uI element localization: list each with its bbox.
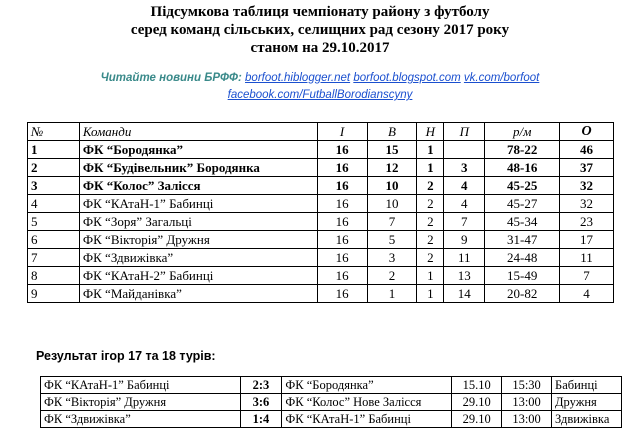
goals-cell: 45-27	[485, 195, 560, 213]
col-header-team: Команди	[79, 123, 317, 141]
position-cell: 1	[28, 141, 80, 159]
team-name-cell: ФК “Колос” Залісся	[79, 177, 317, 195]
won-cell: 3	[367, 249, 417, 267]
away-team-cell: ФК “КАтаН-1” Бабинці	[282, 411, 452, 428]
played-cell: 16	[317, 231, 367, 249]
goals-cell: 45-25	[485, 177, 560, 195]
news-links-block	[0, 70, 640, 104]
drawn-cell: 1	[417, 141, 444, 159]
date-cell: 15.10	[452, 377, 502, 394]
position-cell: 5	[28, 213, 80, 231]
played-cell: 16	[317, 267, 367, 285]
table-row	[41, 394, 622, 411]
score-cell: 2:3	[240, 377, 282, 394]
drawn-cell: 2	[417, 249, 444, 267]
home-team-cell: ФК “Здвижівка”	[41, 411, 241, 428]
drawn-cell: 1	[417, 285, 444, 303]
points-cell: 17	[560, 231, 614, 249]
goals-cell: 78-22	[485, 141, 560, 159]
played-cell: 16	[317, 285, 367, 303]
position-cell: 7	[28, 249, 80, 267]
results-table	[40, 376, 622, 428]
col-header-points: О	[560, 123, 614, 141]
drawn-cell: 2	[417, 213, 444, 231]
results-heading: Результат ігор 17 та 18 турів:	[36, 349, 216, 363]
page-title-line-1: Підсумкова таблиця чемпіонату району з футболу	[150, 4, 490, 20]
won-cell: 15	[367, 141, 417, 159]
table-row	[28, 267, 614, 285]
points-cell: 23	[560, 213, 614, 231]
col-header-won: В	[367, 123, 417, 141]
lost-cell: 3	[444, 159, 485, 177]
link-blogspot[interactable]: borfoot.blogspot.com	[353, 72, 461, 84]
goals-cell: 24-48	[485, 249, 560, 267]
position-cell: 3	[28, 177, 80, 195]
link-vk[interactable]: vk.com/borfoot	[463, 72, 540, 84]
played-cell: 16	[317, 195, 367, 213]
table-row	[28, 195, 614, 213]
table-row	[28, 231, 614, 249]
drawn-cell: 2	[417, 231, 444, 249]
standings-table	[27, 122, 614, 303]
won-cell: 12	[367, 159, 417, 177]
page-title-line-2: серед команд сільських, селищних рад сезону 2017 року	[130, 22, 510, 38]
time-cell: 13:00	[502, 394, 552, 411]
home-team-cell: ФК “КАтаН-1” Бабинці	[41, 377, 241, 394]
table-row	[28, 249, 614, 267]
table-row	[28, 141, 614, 159]
drawn-cell: 1	[417, 159, 444, 177]
table-row	[41, 377, 622, 394]
table-row	[41, 411, 622, 428]
played-cell: 16	[317, 141, 367, 159]
time-cell: 13:00	[502, 411, 552, 428]
home-team-cell: ФК “Вікторія” Дружня	[41, 394, 241, 411]
position-cell: 6	[28, 231, 80, 249]
news-label: Читайте новини БРФФ:	[100, 72, 242, 84]
won-cell: 10	[367, 195, 417, 213]
drawn-cell: 2	[417, 177, 444, 195]
played-cell: 16	[317, 213, 367, 231]
won-cell: 7	[367, 213, 417, 231]
lost-cell: 14	[444, 285, 485, 303]
lost-cell	[444, 141, 485, 159]
lost-cell: 7	[444, 213, 485, 231]
date-cell: 29.10	[452, 411, 502, 428]
points-cell: 32	[560, 195, 614, 213]
team-name-cell: ФК “Вікторія” Дружня	[79, 231, 317, 249]
played-cell: 16	[317, 177, 367, 195]
position-cell: 4	[28, 195, 80, 213]
played-cell: 16	[317, 249, 367, 267]
col-header-lost: П	[444, 123, 485, 141]
lost-cell: 13	[444, 267, 485, 285]
venue-cell: Бабинці	[552, 377, 622, 394]
team-name-cell: ФК “Будівельник” Бородянка	[79, 159, 317, 177]
standings-header-row	[28, 123, 614, 141]
time-cell: 15:30	[502, 377, 552, 394]
team-name-cell: ФК “Бородянка”	[79, 141, 317, 159]
table-row	[28, 177, 614, 195]
position-cell: 8	[28, 267, 80, 285]
position-cell: 2	[28, 159, 80, 177]
played-cell: 16	[317, 159, 367, 177]
won-cell: 10	[367, 177, 417, 195]
venue-cell: Дружня	[552, 394, 622, 411]
lost-cell: 4	[444, 195, 485, 213]
score-cell: 3:6	[240, 394, 282, 411]
points-cell: 4	[560, 285, 614, 303]
goals-cell: 20-82	[485, 285, 560, 303]
points-cell: 37	[560, 159, 614, 177]
team-name-cell: ФК “Зоря” Загальці	[79, 213, 317, 231]
link-hiblogger[interactable]: borfoot.hiblogger.net	[245, 72, 351, 84]
team-name-cell: ФК “Здвижівка”	[79, 249, 317, 267]
won-cell: 2	[367, 267, 417, 285]
lost-cell: 9	[444, 231, 485, 249]
away-team-cell: ФК “Бородянка”	[282, 377, 452, 394]
won-cell: 5	[367, 231, 417, 249]
goals-cell: 15-49	[485, 267, 560, 285]
team-name-cell: ФК “Майданівка”	[79, 285, 317, 303]
away-team-cell: ФК “Колос” Нове Залісся	[282, 394, 452, 411]
team-name-cell: ФК “КАтаН-2” Бабинці	[79, 267, 317, 285]
points-cell: 11	[560, 249, 614, 267]
points-cell: 7	[560, 267, 614, 285]
goals-cell: 48-16	[485, 159, 560, 177]
team-name-cell: ФК “КАтаН-1” Бабинці	[79, 195, 317, 213]
col-header-drawn: Н	[417, 123, 444, 141]
col-header-goals: р/м	[485, 123, 560, 141]
points-cell: 46	[560, 141, 614, 159]
points-cell: 32	[560, 177, 614, 195]
table-row	[28, 159, 614, 177]
lost-cell: 4	[444, 177, 485, 195]
table-row	[28, 213, 614, 231]
venue-cell: Здвижівка	[552, 411, 622, 428]
col-header-played: І	[317, 123, 367, 141]
link-facebook[interactable]: facebook.com/FutballBorodianscyny	[227, 89, 413, 101]
position-cell: 9	[28, 285, 80, 303]
lost-cell: 11	[444, 249, 485, 267]
table-row	[28, 285, 614, 303]
goals-cell: 31-47	[485, 231, 560, 249]
goals-cell: 45-34	[485, 213, 560, 231]
date-cell: 29.10	[452, 394, 502, 411]
score-cell: 1:4	[240, 411, 282, 428]
won-cell: 1	[367, 285, 417, 303]
drawn-cell: 1	[417, 267, 444, 285]
page-title-date: станом на 29.10.2017	[250, 40, 390, 56]
drawn-cell: 2	[417, 195, 444, 213]
col-header-number: №	[28, 123, 80, 141]
